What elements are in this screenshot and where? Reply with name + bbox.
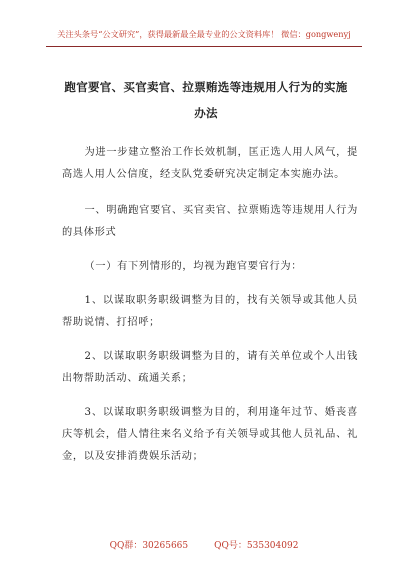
header-divider	[46, 46, 362, 47]
qq-number-text: QQ号：535304092	[214, 541, 299, 551]
document-body	[62, 142, 358, 468]
list-item-1: 1、以谋取职务职级调整为目的，找有关领导或其他人员帮助说情、打招呼；	[62, 295, 358, 328]
list-item-3: 3、以谋取职务职级调整为目的，利用逢年过节、婚丧喜庆等机会，借人情往来名义给予有关领导或其他人员礼品、礼金，以及安排消费娱乐活动；	[62, 407, 358, 462]
document-title: 跑官要官、买官卖官、拉票贿选等违规用人行为的实施办法	[64, 80, 348, 120]
list-item-2: 2、以谋取职务职级调整为目的，请有关单位或个人出钱出物帮助活动、疏通关系；	[62, 351, 358, 384]
contact-footer	[0, 537, 408, 555]
intro-paragraph: 为进一步建立整治工作长效机制，匡正选人用人风气，提高选人用人公信度，经支队党委研究决定制定本实施办法。	[62, 147, 358, 180]
section-heading-1: 一、明确跑官要官、买官卖官、拉票贿选等违规用人行为的具体形式	[62, 205, 358, 238]
qq-group-text: QQ群：30265665	[109, 541, 189, 551]
subsection-heading-1: （一）有下列情形的，均视为跑官要官行为：	[84, 261, 303, 272]
promo-header: 关注头条号“公文研究”，获得最新最全最专业的公文资料库！ 微信：gongwenyj	[57, 29, 351, 39]
